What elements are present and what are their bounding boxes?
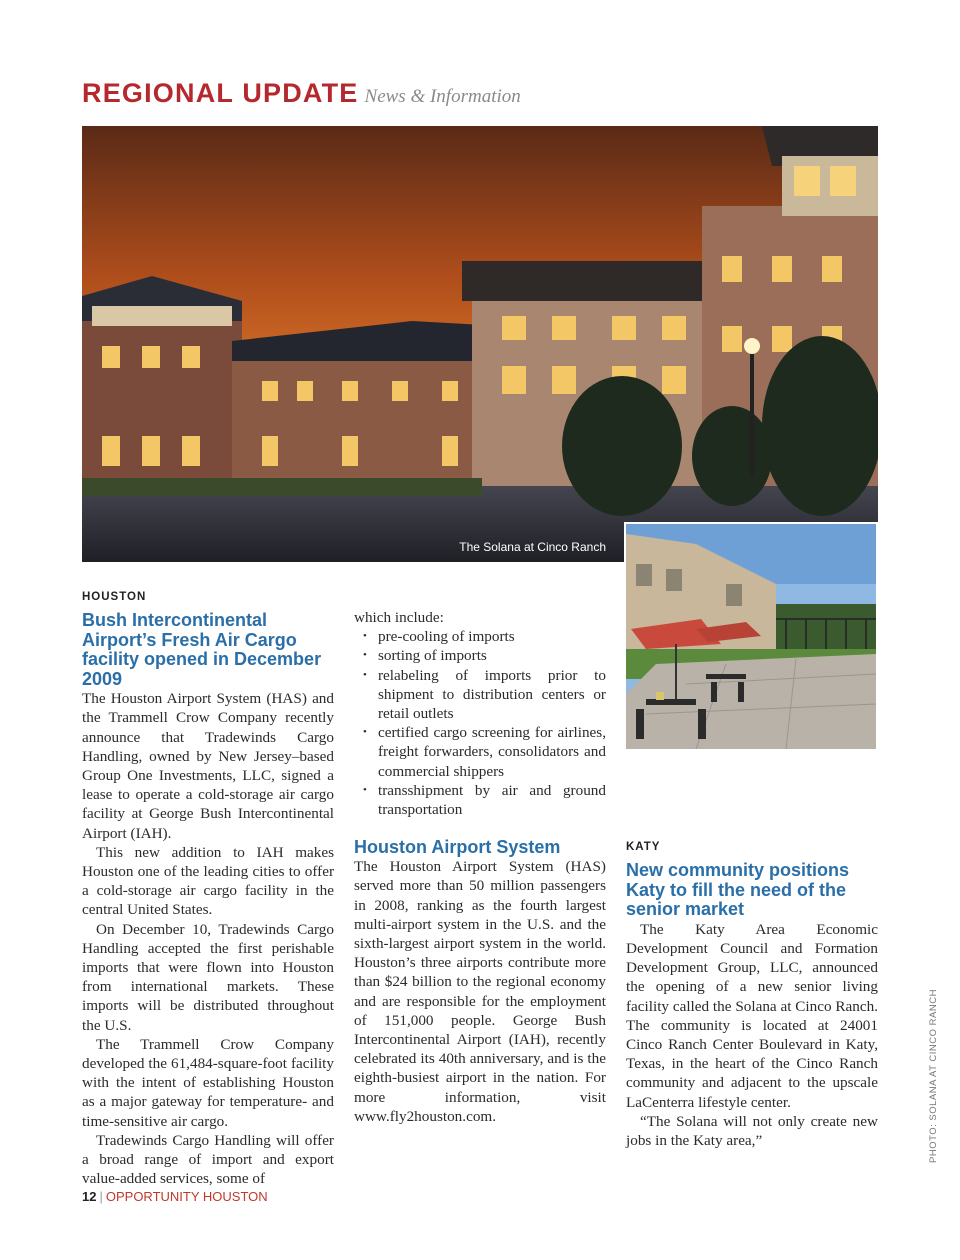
page-number: 12 [82,1189,97,1204]
footer-separator: | [99,1189,103,1204]
houston-paragraph-5: Tradewinds Cargo Handling will offer a broad range of import and export value-added services, some of [82,1131,334,1188]
publication-name: OPPORTUNITY HOUSTON [105,1189,268,1204]
houston-paragraph-4: The Trammell Crow Company developed the 61,484-square-foot facility with the intent of establishing Houston as a major gateway for temperature- and time-sensitive air cargo. [82,1035,334,1130]
houston-continuation: which include: [354,609,444,626]
airport-system-paragraph: The Houston Airport System (HAS) served more than 50 million passengers in 2008, ranking as the fourth largest multi-airport system in the U.S. and the sixth-largest airport system in the world. Houston’s three airports contribute more than $24 billion to the regional economy and are responsible for the employment of 151,000 people. George Bush Intercontinental Airport (IAH), recently celebrated its 40th anniversary, and is the eighth-busiest airport in the nation. For more information, visit www.fly2houston.com. [354,858,606,1125]
katy-paragraph-1: The Katy Area Economic Development Council and Formation Development Group, LLC, announced the opening of a new senior living facility called the Solana at Cinco Ranch. The community is located at 24001 Cinco Ranch Center Boulevard in Katy, Texas, in the heart of the Cinco Ranch community and adjacent to the upscale LaCenterra lifestyle center. [626,920,878,1111]
page-header [82,78,521,109]
article-houston-col1 [82,588,334,1188]
photo-credit: PHOTO: SOLANA AT CINCO RANCH [928,989,939,1163]
page-footer [82,1189,268,1204]
houston-paragraph-3: On December 10, Tradewinds Cargo Handling accepted the first perishable imports that were flown into Houston from international markets. These imports will be distributed throughout the U.S. [82,920,334,1034]
katy-paragraph-2: “The Solana will not only create new jobs in the Katy area,” [626,1112,878,1149]
list-item: • certified cargo screening for airlines, freight forwarders, consolidators and commercial shippers [378,723,606,781]
list-item: • relabeling of imports prior to shipment to distribution centers or retail outlets [378,666,606,724]
hero-caption: The Solana at Cinco Ranch [459,540,606,554]
article-houston-col2 [354,608,606,1126]
list-item: • sorting of imports [378,646,606,665]
inset-photo-illustration [626,524,876,749]
inset-photo [624,522,878,751]
houston-paragraph-2: This new addition to IAH makes Houston one of the leading cities to offer a cold-storage air cargo facility in the central United States. [82,843,334,919]
list-item: • transshipment by air and ground transportation [378,781,606,819]
section-title: REGIONAL UPDATE [82,78,359,108]
hero-photo-illustration [82,126,878,562]
section-subtitle: News & Information [364,86,521,107]
airport-system-subhead: Houston Airport System [354,837,561,858]
hero-photo [82,126,878,562]
houston-paragraph-1: The Houston Airport System (HAS) and the Trammell Crow Company recently announce that Tradewinds Cargo Handling, owned by New Jersey–based Group One Investments, LLC, signed a lease to operate a cold-storage air cargo facility at George Bush Intercontinental Airport (IAH). [82,690,334,842]
houston-kicker: HOUSTON [82,591,147,603]
katy-kicker: KATY [626,841,661,853]
list-item: • pre-cooling of imports [378,627,606,646]
katy-headline: New community positions Katy to fill the need of the senior market [626,860,850,920]
article-katy-col [626,838,878,1150]
services-list [354,627,606,819]
houston-headline: Bush Intercontinental Airport’s Fresh Air Cargo facility opened in December 2009 [82,610,322,689]
